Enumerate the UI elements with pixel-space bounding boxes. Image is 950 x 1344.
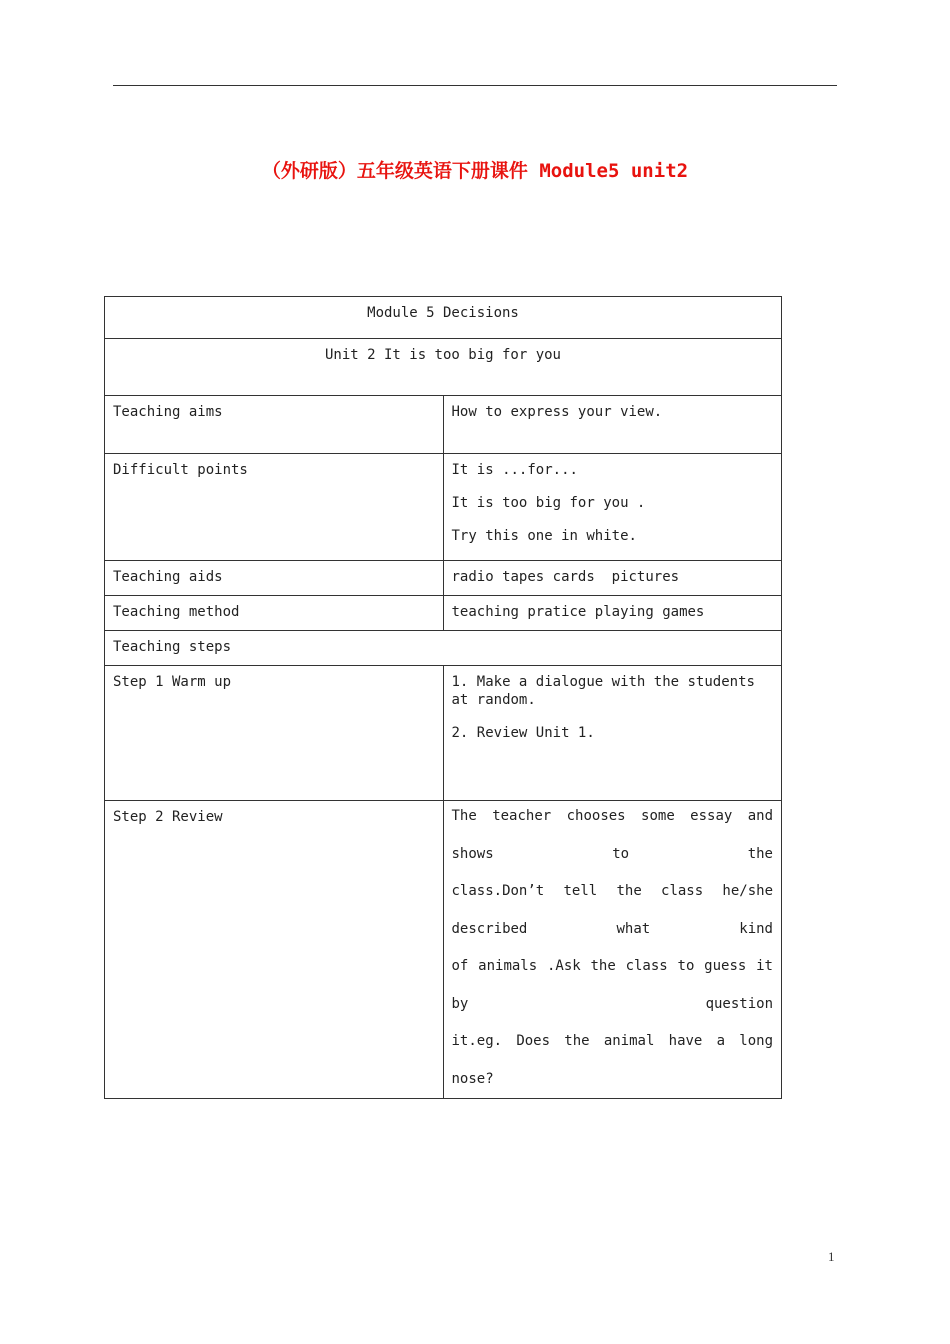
steps-header-row <box>105 631 782 666</box>
header-rule <box>113 85 837 86</box>
table-row <box>105 801 782 1099</box>
content-line: It is too big for you . <box>451 495 646 511</box>
document-title: （外研版）五年级英语下册课件 Module5 unit2 <box>261 160 689 182</box>
content-line: of animals .Ask the class to guess it by question <box>451 958 773 1012</box>
lesson-plan-table <box>104 296 782 1099</box>
content-line: radio tapes cards pictures <box>451 569 680 585</box>
module-title: Module 5 Decisions <box>105 297 782 339</box>
module-row <box>105 297 782 339</box>
content-line: It is ...for... <box>451 462 578 478</box>
content-line: The teacher chooses some essay and shows to the <box>451 808 773 862</box>
table-row <box>105 396 782 454</box>
table-row <box>105 666 782 801</box>
row-label-teaching-aims: Teaching aims <box>105 396 444 454</box>
table-row <box>105 454 782 561</box>
table-row <box>105 561 782 596</box>
content-line: teaching pratice playing games <box>451 604 705 620</box>
row-content-difficult-points <box>443 454 782 561</box>
content-line: it.eg. Does the animal have a long nose? <box>451 1033 773 1087</box>
step-content-review <box>443 801 782 1099</box>
table-row <box>105 596 782 631</box>
row-label-teaching-method: Teaching method <box>105 596 444 631</box>
row-label-difficult-points: Difficult points <box>105 454 444 561</box>
row-content-teaching-method <box>443 596 782 631</box>
content-line: Try this one in white. <box>451 528 637 544</box>
content-line: 1. Make a dialogue with the students at random. <box>451 674 755 708</box>
unit-row <box>105 339 782 396</box>
row-label-teaching-aids: Teaching aids <box>105 561 444 596</box>
content-line: class.Don’t tell the class he/she described what kind <box>451 883 773 937</box>
page-number: 1 <box>828 1249 835 1264</box>
step-content-warm-up <box>443 666 782 801</box>
step-label-warm-up: Step 1 Warm up <box>105 666 444 801</box>
content-line: How to express your view. <box>451 404 663 420</box>
unit-title: Unit 2 It is too big for you <box>105 339 782 396</box>
step-label-review: Step 2 Review <box>105 801 444 1099</box>
row-content-teaching-aids <box>443 561 782 596</box>
teaching-steps-header: Teaching steps <box>105 631 782 666</box>
row-content-teaching-aims <box>443 396 782 454</box>
content-line: 2. Review Unit 1. <box>451 725 595 741</box>
